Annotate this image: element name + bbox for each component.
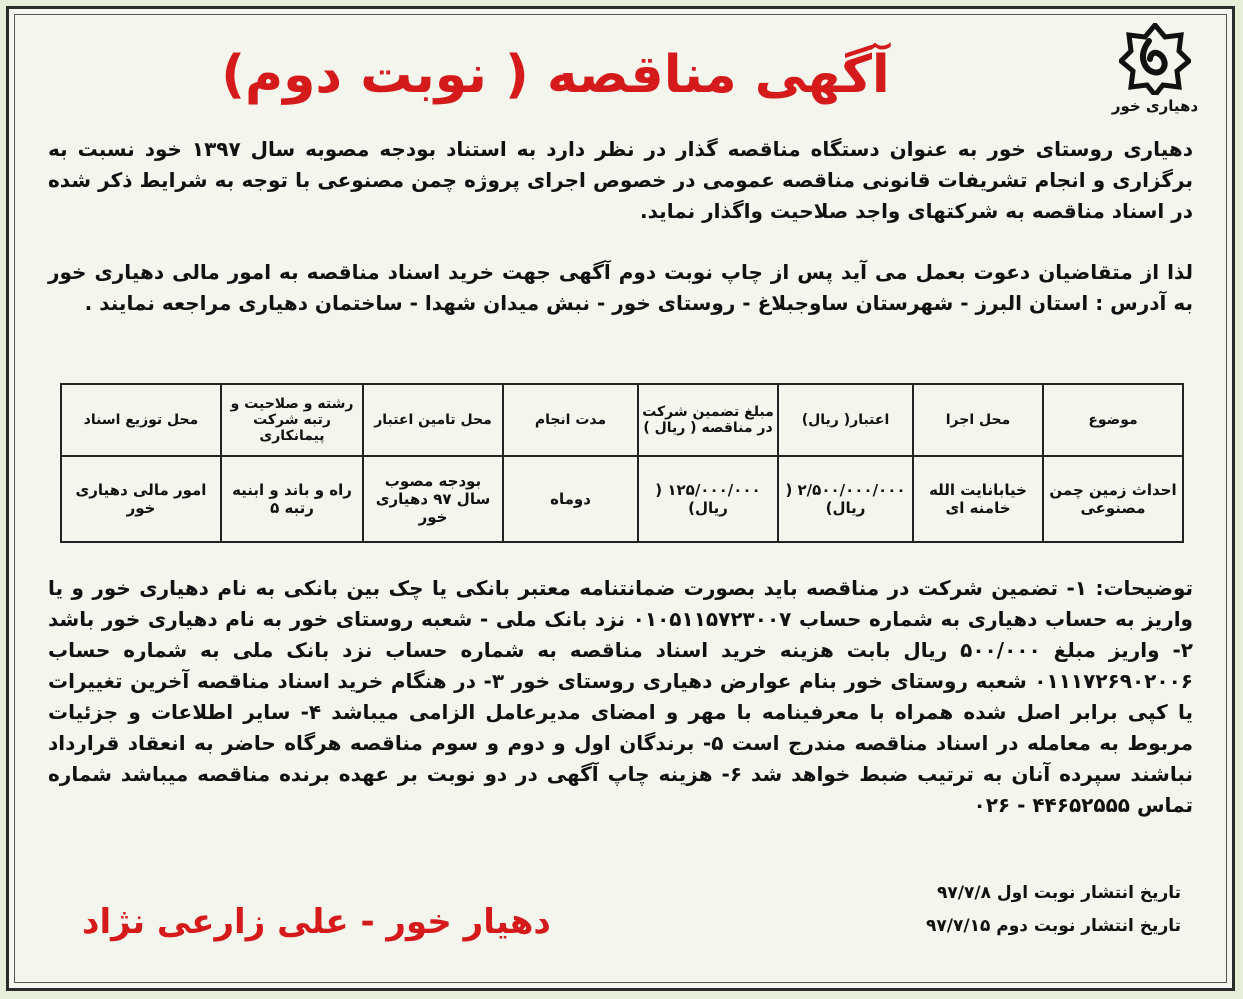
header-contractor-rank: رشته و صلاحیت و رتبه شرکت پیمانکاری	[221, 384, 363, 456]
header-funding-source: محل تامین اعتبار	[363, 384, 503, 456]
cell-budget: ۲/۵۰۰/۰۰۰/۰۰۰ ( ریال)	[778, 456, 913, 542]
cell-guarantee: ۱۲۵/۰۰۰/۰۰۰ ( ریال)	[638, 456, 778, 542]
cell-funding-source: بودجه مصوب سال ۹۷ دهیاری خور	[363, 456, 503, 542]
notice-title: آگهی مناقصه ( نوبت دوم)	[221, 45, 890, 105]
header-distribution: محل توزیع اسناد	[61, 384, 221, 456]
tender-table	[60, 383, 1184, 543]
header-location: محل اجرا	[913, 384, 1043, 456]
header-duration: مدت انجام	[503, 384, 638, 456]
header-budget: اعتبار( ریال)	[778, 384, 913, 456]
second-publication-date: تاریخ انتشار نوبت دوم ۹۷/۷/۱۵	[926, 916, 1181, 936]
invitation-paragraph: لذا از متقاضیان دعوت بعمل می آید پس از چاپ نوبت دوم آگهی جهت خرید اسناد مناقصه به امور مالی دهیاری خور به آدرس : استان البرز - شهرستان ساوجبلاغ - روستای خور - نبش میدان شهدا - ساختمان دهیاری مراجعه نمایند .	[48, 260, 1193, 315]
header-guarantee: مبلغ تضمین شرکت در مناقصه ( ریال )	[638, 384, 778, 456]
table-row	[61, 456, 1183, 542]
cell-subject: احداث زمین چمن مصنوعی	[1043, 456, 1183, 542]
header-subject: موضوع	[1043, 384, 1183, 456]
intro-paragraph: دهیاری روستای خور به عنوان دستگاه مناقصه گذار در نظر دارد به استناد بودجه مصوبه سال ۱۳۹۷ خود نسبت به برگزاری و انجام تشریفات قانونی مناقصه عمومی در خصوص اجرای پروژه چمن مصنوعی با توجه به شرایط ذکر شده در اسناد مناقصه به شرکتهای واجد صلاحیت واگذار نماید.	[48, 137, 1193, 223]
table-header-row	[61, 384, 1183, 456]
cell-duration: دوماه	[503, 456, 638, 542]
logo-caption: دهیاری خور	[1111, 97, 1199, 115]
emblem-icon	[1119, 23, 1191, 95]
cell-contractor-rank: راه و باند و ابنیه رتبه ۵	[221, 456, 363, 542]
dehyari-logo	[1100, 23, 1210, 133]
publication-dates	[926, 877, 1181, 943]
cell-distribution: امور مالی دهیاری خور	[61, 456, 221, 542]
notes-paragraph: توضیحات: ۱- تضمین شرکت در مناقصه باید بصورت ضمانتنامه معتبر بانکی یا چک بین بانکی به نام دهیاری خور و یا واریز به حساب دهیاری به شماره حساب ۰۱۰۵۱۱۵۷۲۳۰۰۷ نزد بانک ملی - شعبه روستای خور به نام دهیاری خور باشد ۲- واریز مبلغ ۵۰۰/۰۰۰ ریال بابت هزینه خرید اسناد مناقصه به شماره حساب نزد بانک ملی به شماره حساب ۰۱۱۱۷۲۶۹۰۲۰۰۶ شعبه روستای خور بنام عوارض دهیاری روستای خور ۳- در هنگام خرید اسناد مناقصه آخرین تغییرات یا کپی برابر اصل شده همراه با معرفینامه با مهر و امضای مدیرعامل الزامی میباشد ۴- سایر اطلاعات و جزئیات مربوط به معامله در اسناد مناقصه مندرج است ۵- برندگان اول و دوم و سوم مناقصه هرگاه حاضر به انعقاد قرارداد نباشند سپرده آنان به ترتیب ضبط خواهد شد ۶- هزینه چاپ آگهی در دو نوبت بر عهده برنده مناقصه میباشد شماره تماس ۴۴۶۵۲۵۵۵ - ۰۲۶	[48, 576, 1194, 817]
first-publication-date: تاریخ انتشار نوبت اول ۹۷/۷/۸	[937, 883, 1181, 903]
cell-location: خیابانایت الله خامنه ای	[913, 456, 1043, 542]
signature: دهیار خور - علی زارعی نژاد	[82, 902, 551, 942]
